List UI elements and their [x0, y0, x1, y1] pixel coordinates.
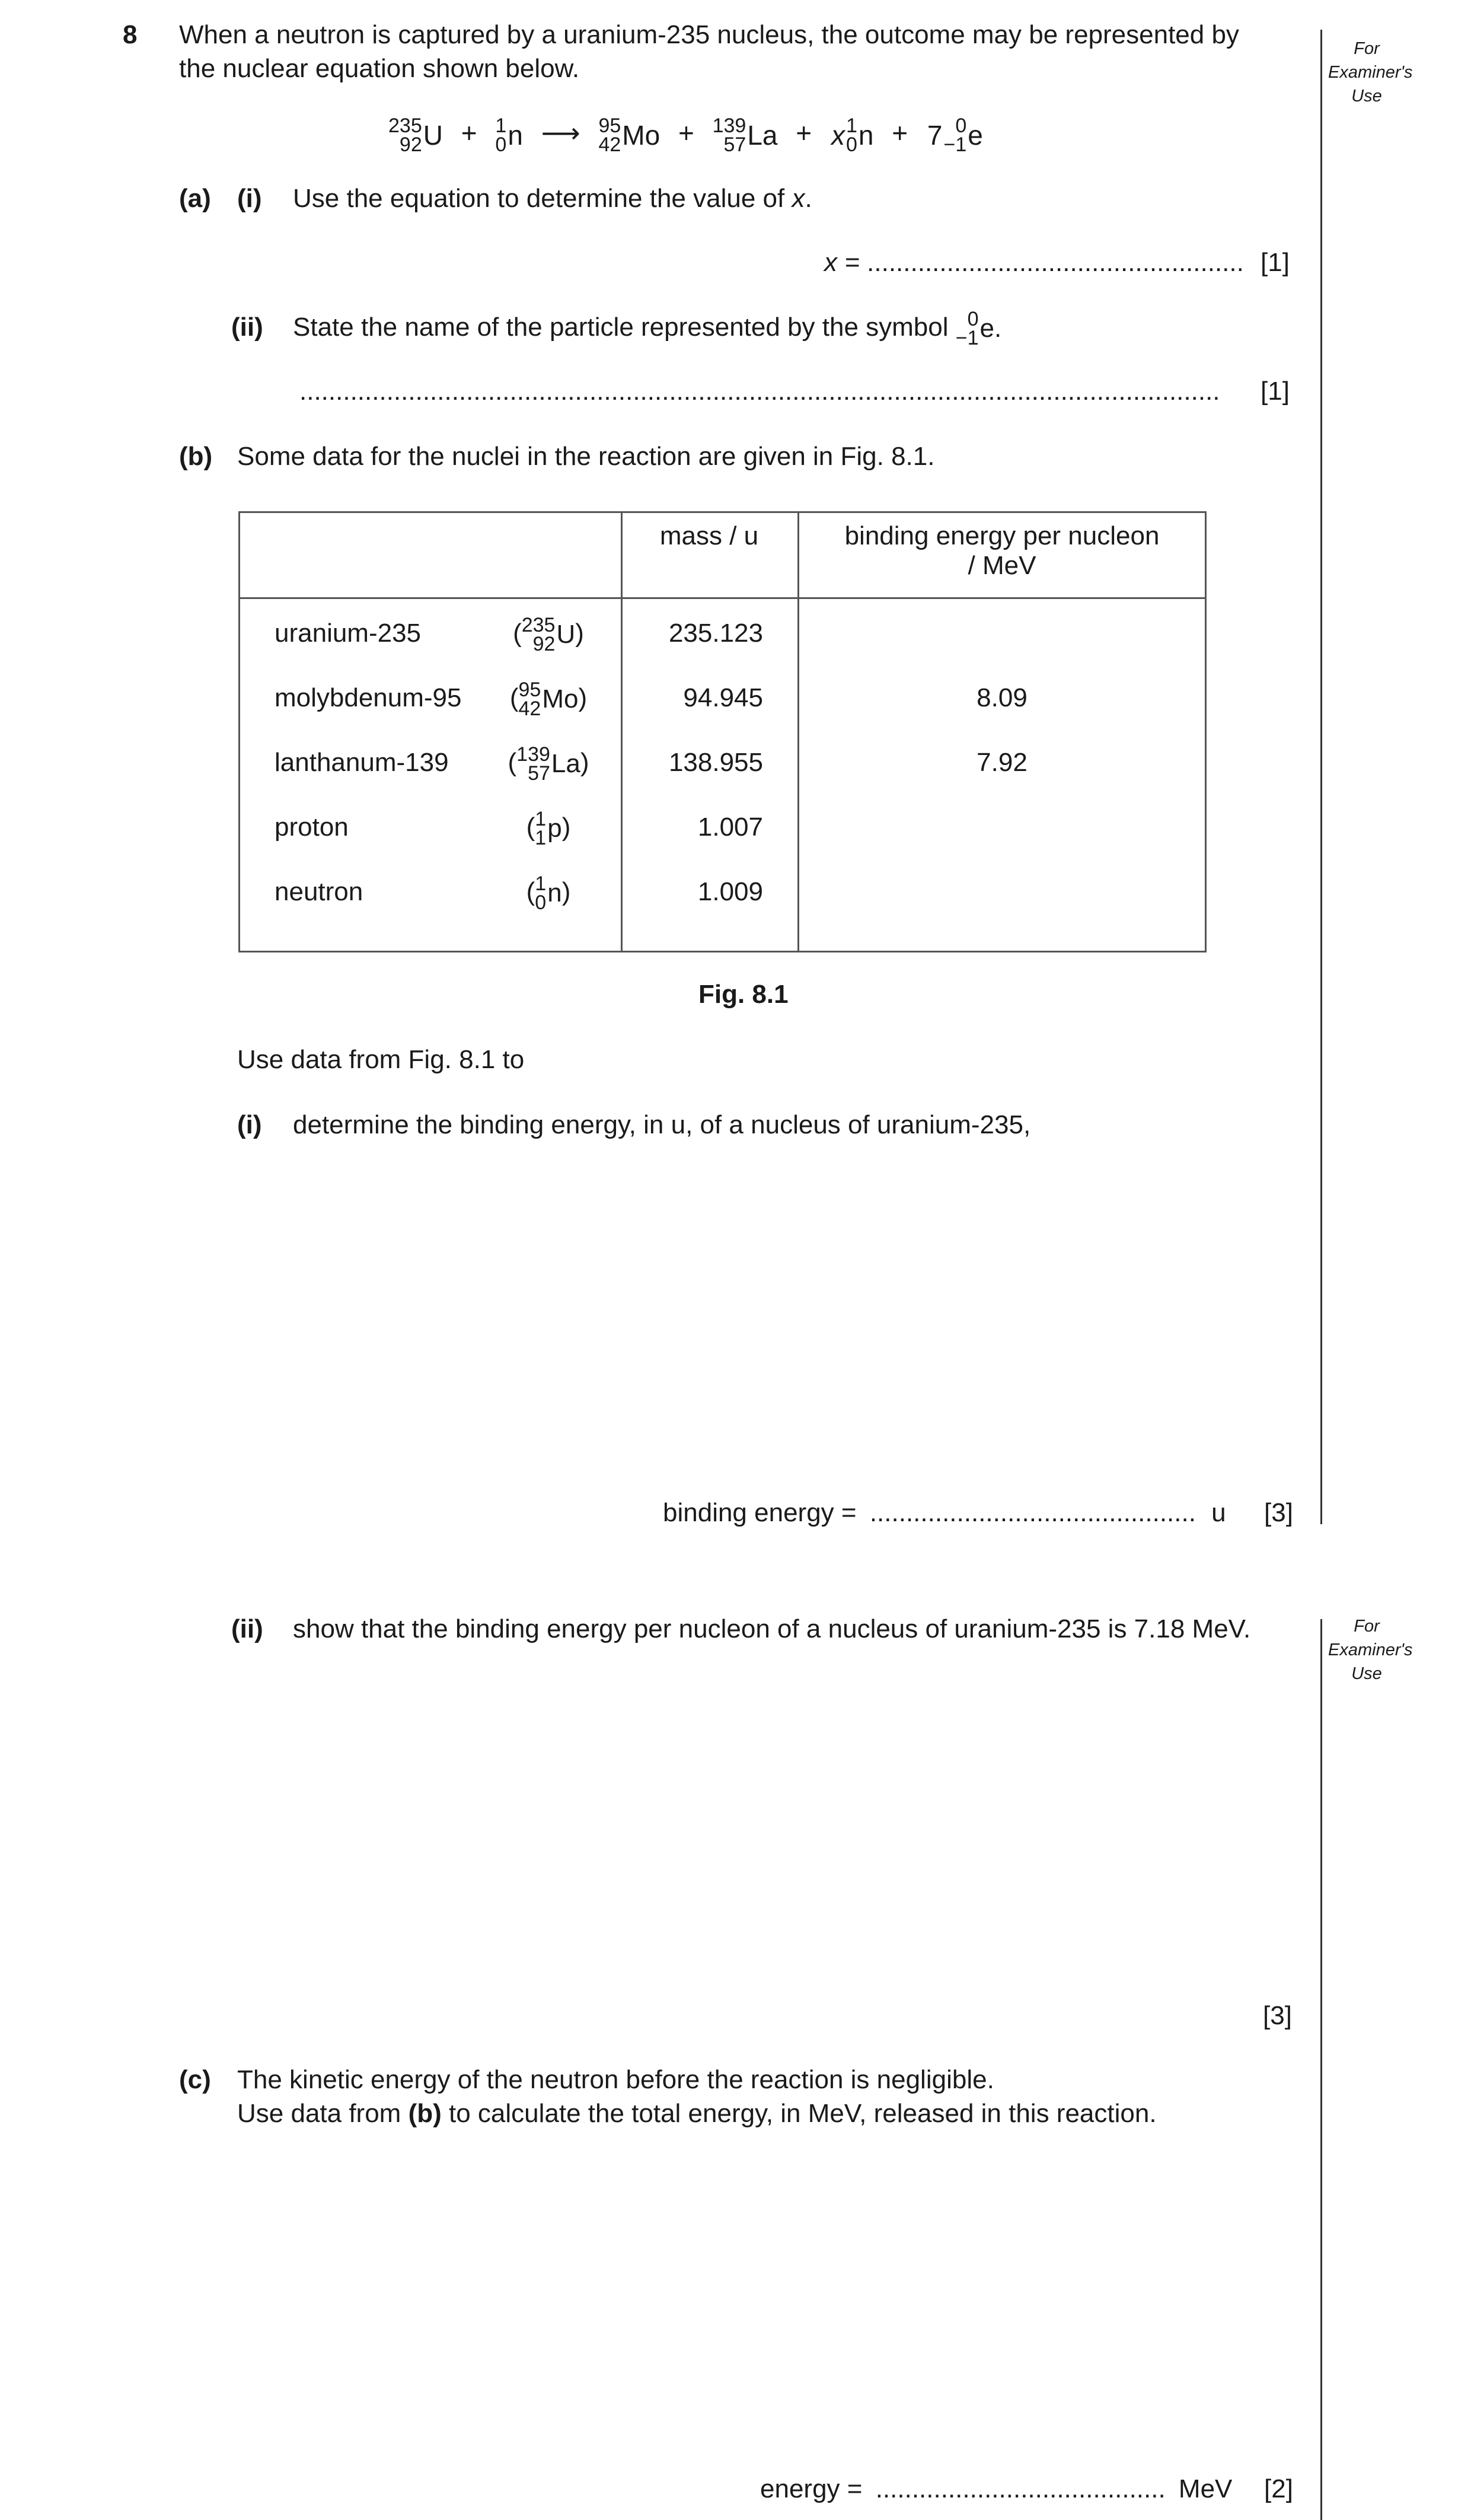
answer-binding-energy-line[interactable]: binding energy = ............................................. u [663, 1498, 1226, 1527]
table-row-name: lanthanum-139 [275, 748, 449, 777]
part-b-ii-label: (ii) [231, 1614, 263, 1643]
table-row-name: proton [275, 813, 349, 842]
nuclide-lanthanum-139: 139 57 La [712, 114, 778, 156]
part-c-label: (c) [179, 2065, 211, 2094]
marks-a-i: [1] [1261, 248, 1290, 277]
table-row-mass: 235.123 [668, 619, 763, 648]
table-row-mass: 94.945 [683, 683, 763, 712]
marks-b-i: [3] [1264, 1498, 1293, 1527]
table-row-name: molybdenum-95 [275, 683, 462, 712]
part-b-i-text: determine the binding energy, in u, of a nucleus of uranium-235, [293, 1110, 1031, 1139]
table-row-nuclide: ( 1 1 p) [526, 808, 571, 850]
examiner-margin-line-top [1320, 30, 1322, 1524]
plus-sign: + [678, 117, 694, 148]
nuclear-equation [388, 109, 983, 157]
electron-symbol: 0 −1 e. [955, 308, 1002, 350]
part-b-i-label: (i) [237, 1110, 262, 1139]
plus-sign: + [892, 117, 908, 148]
examiner-margin-line-bottom [1320, 1619, 1322, 2520]
marks-c: [2] [1264, 2474, 1293, 2503]
nuclide-neutron: 1 0 n [495, 114, 523, 156]
table-row-nuclide: ( 235 92 U) [513, 614, 584, 656]
part-a-i-label: (i) [237, 184, 262, 213]
use-data-text: Use data from Fig. 8.1 to [237, 1045, 525, 1074]
nuclide-molybdenum-95: 95 42 Mo [598, 114, 660, 156]
header-mass: mass / u [659, 521, 759, 550]
plus-sign: + [796, 117, 812, 148]
header-binding-energy: binding energy per nucleon / MeV [844, 521, 1160, 580]
part-a-ii-text: State the name of the particle represented by the symbol 0 −1 e. [293, 308, 1002, 350]
table-row-name: uranium-235 [275, 619, 422, 648]
nuclide-x-neutrons: x 1 0 n [831, 114, 874, 156]
question-intro-line2: the nuclear equation shown below. [179, 54, 580, 83]
data-table-fig-8-1 [238, 511, 1207, 952]
table-row-mass: 138.955 [668, 748, 763, 777]
examiner-use-label-bottom: For Examiner's Use [1328, 1617, 1413, 1683]
part-b-label: (b) [179, 442, 213, 471]
nuclide-uranium-235: 235 92 U [388, 114, 443, 156]
table-row-nuclide: ( 95 42 Mo) [509, 678, 588, 721]
table-row-binding-energy: 7.92 [977, 748, 1028, 777]
table-row-nuclide: ( 139 57 La) [508, 743, 589, 785]
part-a-i-text: Use the equation to determine the value of x. [293, 184, 812, 213]
part-a-ii-label: (ii) [231, 313, 263, 342]
part-a-label: (a) [179, 184, 211, 213]
table-header-divider [240, 597, 1205, 599]
nuclide-electrons: 7 0 −1 e [927, 114, 983, 156]
figure-caption: Fig. 8.1 [698, 980, 789, 1009]
question-number: 8 [123, 20, 138, 49]
question-intro-line1: When a neutron is captured by a uranium-235 nucleus, the outcome may be represented by [179, 20, 1239, 49]
part-c-line2: Use data from (b) to calculate the total energy, in MeV, released in this reaction. [237, 2099, 1157, 2128]
table-row-mass: 1.009 [697, 877, 763, 906]
plus-sign: + [461, 117, 477, 148]
part-c-line1: The kinetic energy of the neutron before the reaction is negligible. [237, 2065, 994, 2094]
marks-b-ii: [3] [1263, 2001, 1292, 2030]
table-row-binding-energy: 8.09 [977, 683, 1028, 712]
answer-energy-line[interactable]: energy = ........................................ MeV [760, 2474, 1233, 2503]
answer-particle-line[interactable]: ............................................................................................................................... [299, 377, 1220, 406]
part-b-ii-text: show that the binding energy per nucleon of a nucleus of uranium-235 is 7.18 MeV. [293, 1614, 1251, 1643]
examiner-use-label-top: For Examiner's Use [1328, 39, 1413, 106]
marks-a-ii: [1] [1261, 377, 1290, 406]
part-b-text: Some data for the nuclei in the reaction are given in Fig. 8.1. [237, 442, 935, 471]
table-row-name: neutron [275, 877, 363, 906]
answer-x-line[interactable]: x = .................................................... [824, 248, 1244, 277]
table-row-mass: 1.007 [697, 813, 763, 842]
reaction-arrow: ⟶ [541, 117, 580, 148]
table-row-nuclide: ( 1 0 n) [526, 872, 571, 915]
